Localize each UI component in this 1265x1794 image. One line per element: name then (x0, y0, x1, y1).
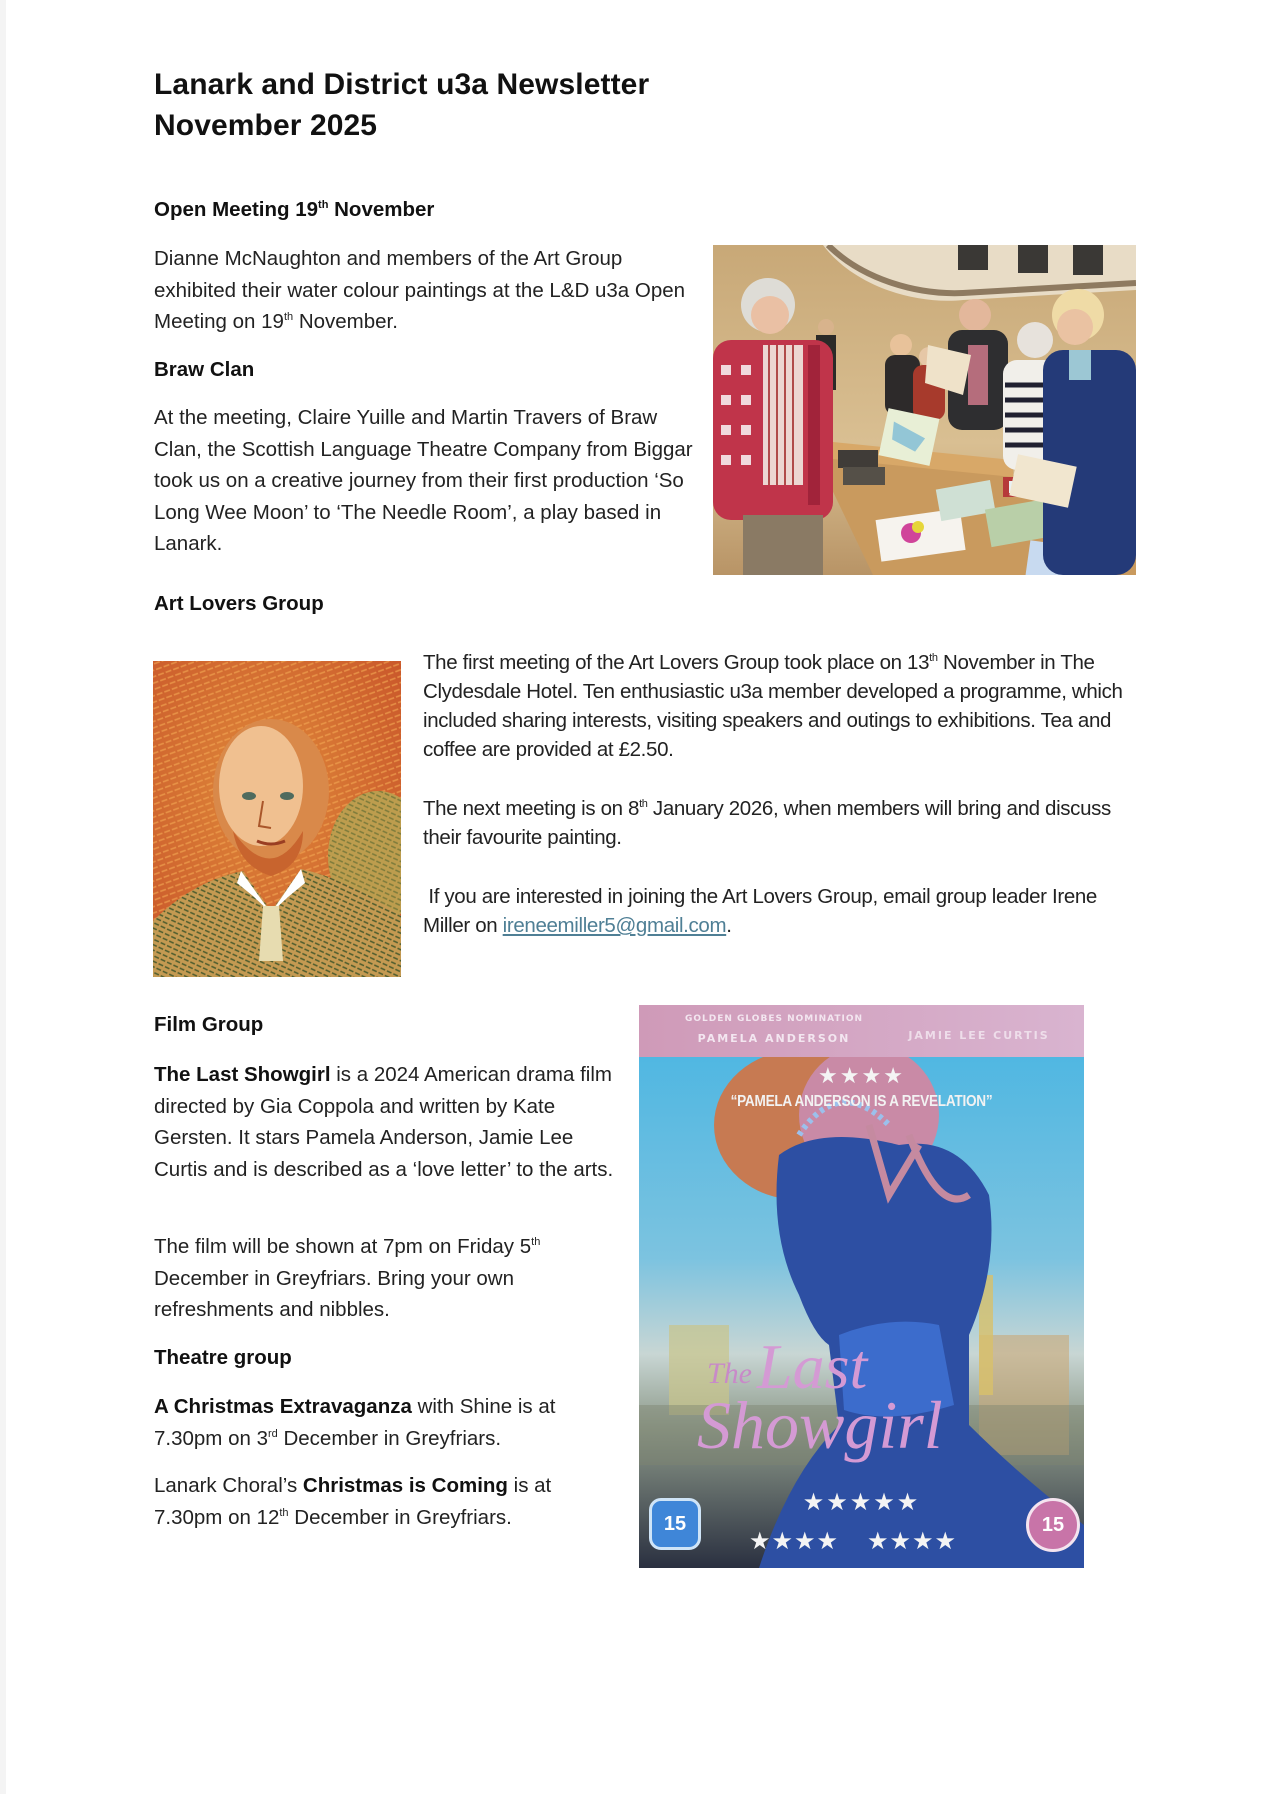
ordinal-suffix: th (929, 652, 938, 664)
paragraph-text: The first meeting of the Art Lovers Group took place on 13 (423, 651, 930, 674)
paragraph-text: Dianne McNaughton and members of the Art Group exhibited their water colour paintings at the L&D u3a Open Meeting on 19 (154, 247, 686, 333)
poster-banner-right: JAMIE LEE CURTIS (908, 1029, 1050, 1042)
heading-text: Open Meeting 19 (154, 198, 319, 221)
paragraph-text: December in Greyfriars. (288, 1505, 512, 1529)
ordinal-suffix: th (279, 1506, 289, 1519)
paragraph-text: January 2026, when members will bring and discuss their favourite painting. (423, 797, 1111, 849)
ordinal-suffix: th (318, 199, 329, 211)
paragraph-text: December in Greyfriars. (277, 1426, 502, 1450)
art-group-photo-illustration (713, 245, 1136, 575)
poster-top-stars: ★★★★ (818, 1063, 905, 1088)
paragraph-text: If you are interested in joining the Art Lovers Group, email group leader Irene Miller on (423, 885, 1103, 937)
braw-clan-paragraph: At the meeting, Claire Yuille and Martin Travers of Braw Clan, the Scottish Language Theatre Company from Biggar took us on a creative journey from their first production ‘So Long Wee Moon’ to ‘The Needle Room’, a play based in Lanark. (154, 406, 693, 555)
ordinal-suffix: rd (267, 1427, 278, 1440)
art-lovers-paragraph-1 (423, 648, 1143, 764)
art-lovers-paragraph-2 (423, 794, 1143, 852)
poster-title-the: The (707, 1357, 752, 1390)
banner-text: GOLDEN GLOBES NOMINATION (684, 1014, 864, 1024)
ordinal-suffix: th (283, 311, 294, 323)
film-group-paragraph-1 (154, 1059, 622, 1185)
theatre-group-paragraph-1 (154, 1391, 624, 1454)
rating-badge-right: 15 (1026, 1498, 1080, 1552)
ordinal-suffix: th (531, 1236, 541, 1248)
open-meeting-heading (154, 198, 434, 222)
art-lovers-portrait-painting (153, 661, 401, 977)
portrait-illustration (153, 661, 401, 977)
art-lovers-paragraph-3 (423, 882, 1123, 940)
film-group-heading: Film Group (154, 1013, 264, 1036)
braw-clan-heading: Braw Clan (154, 358, 255, 381)
title-line-1: Lanark and District u3a Newsletter (154, 68, 650, 101)
banner-text: PAMELA ANDERSON (697, 1032, 851, 1045)
newsletter-page (6, 0, 1265, 1794)
title-line-2: November 2025 (154, 109, 378, 142)
paragraph-text: Lanark Choral’s (154, 1474, 303, 1497)
email-link[interactable]: ireneemiller5@gmail.com (502, 914, 727, 937)
poster-title-showgirl: Showgirl (697, 1387, 943, 1463)
film-title: The Last Showgirl (154, 1063, 331, 1086)
paragraph-text: November. (293, 310, 398, 333)
ordinal-suffix: th (639, 798, 648, 810)
newsletter-title (154, 64, 649, 146)
heading-text: November (328, 198, 435, 221)
paragraph-text: December in Greyfriars. Bring your own refreshments and nibbles. (154, 1266, 515, 1321)
art-lovers-heading: Art Lovers Group (154, 592, 324, 615)
poster-banner-left (679, 1013, 869, 1045)
paragraph-text: . (726, 914, 732, 937)
poster-stars-row-2b: ★★★★ (867, 1528, 958, 1555)
paragraph-text: The next meeting is on 8 (423, 797, 640, 820)
poster-stars-row-2a: ★★★★ (749, 1528, 840, 1555)
theatre-group-paragraph-2 (154, 1470, 624, 1533)
poster-stars-row-1: ★★★★★ (802, 1489, 921, 1516)
film-poster (639, 1005, 1084, 1568)
theatre-group-heading: Theatre group (154, 1346, 292, 1369)
paragraph-text: is a 2024 American drama film directed by Gia Coppola and written by Kate Gersten. It stars Pamela Anderson, Jamie Lee Curtis and is described as a ‘love letter’ to the arts. (154, 1063, 614, 1181)
poster-title-last: Last (757, 1331, 868, 1402)
paragraph-text: The film will be shown at 7pm on Friday 5 (154, 1235, 532, 1258)
rating-badge-left: 15 (649, 1498, 701, 1550)
paragraph-text: is at 7.30pm on 12 (154, 1474, 552, 1529)
art-group-photo (713, 245, 1136, 575)
film-group-paragraph-2 (154, 1231, 584, 1326)
open-meeting-paragraph (154, 243, 694, 338)
show-title: A Christmas Extravaganza (154, 1395, 412, 1418)
paragraph-text: November in The Clydesdale Hotel. Ten enthusiastic u3a member developed a programme, which included sharing interests, visiting speakers and outings to exhibitions. Tea and coffee are provided at £2.50. (423, 651, 1123, 761)
paragraph-text: with Shine is at 7.30pm on 3 (154, 1395, 556, 1450)
poster-illustration (639, 1005, 1084, 1568)
show-title: Christmas is Coming (302, 1474, 508, 1497)
poster-quote: “PAMELA ANDERSON IS A REVELATION” (730, 1093, 993, 1110)
